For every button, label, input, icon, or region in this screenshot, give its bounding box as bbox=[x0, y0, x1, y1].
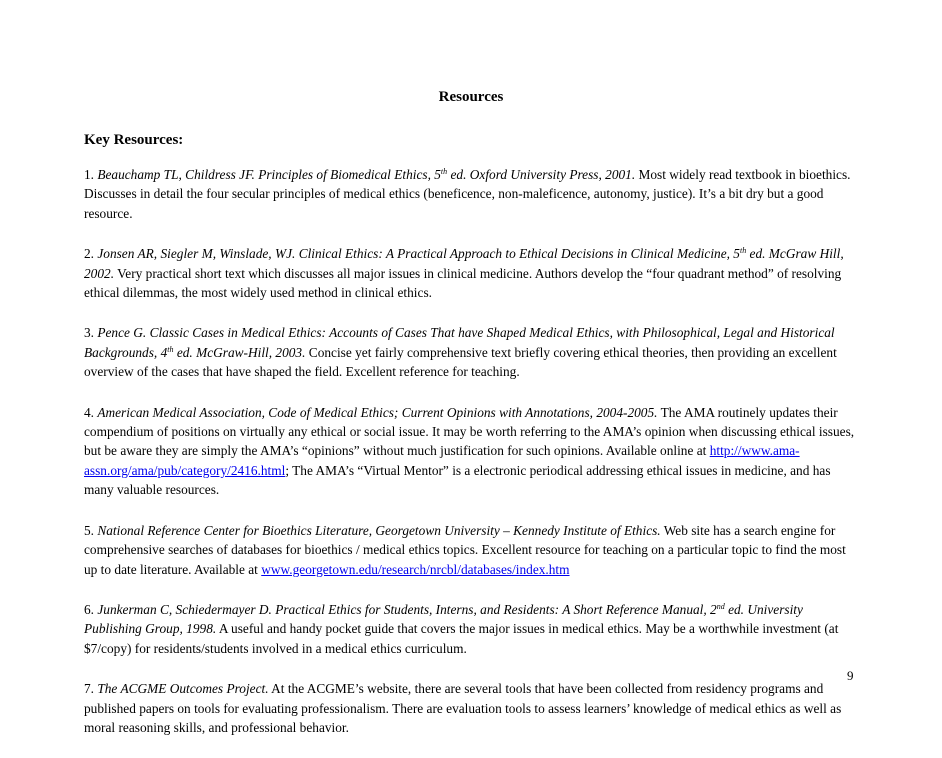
resource-item: 6. Junkerman C, Schiedermayer D. Practical Ethics for Students, Interns, and Residents: A Short Reference Manual, 2nd ed. University Publishing Group, 1998. A useful and handy pocket guide that covers the major issues in medical ethics. May be a worthwhile investment (at $7/copy) for residents/students involved in a medical ethics curriculum. bbox=[84, 601, 839, 656]
ama-ethics-link[interactable]: http://www.ama-assn.org/ama/pub/category/2416.html bbox=[84, 443, 800, 478]
resource-item: 3. Pence G. Classic Cases in Medical Ethics: Accounts of Cases That have Shaped Medical Ethics, with Philosophical, Legal and Historical Backgrounds, 4th ed. McGraw-Hill, 2003. Concise yet fairly comprehensive text briefly covering ethical theories, then providing an excellent overview of the cases that have shaped the field. Excellent reference for teaching. bbox=[84, 325, 837, 380]
page-number: 9 bbox=[847, 668, 854, 683]
page-title: Resources bbox=[438, 89, 504, 105]
section-heading: Key Resources: bbox=[84, 132, 184, 148]
resource-item: 7. The ACGME Outcomes Project. At the ACGME’s website, there are several tools that have been collected from residency programs and published papers on tools for evaluating professionalism. There are evaluation tools to assess learners’ knowledge of medical ethics as well as moral reasoning skills, and professional behavior. bbox=[84, 681, 842, 735]
resource-list bbox=[84, 165, 859, 758]
resource-item: 5. National Reference Center for Bioethics Literature, Georgetown University – Kennedy Institute of Ethics. Web site has a search engine for comprehensive searches of databases for bioethics / medical ethics topics. Excellent resource for teaching on a particular topic to find the most up to date literature. Available at www.georgetown.edu/research/nrcbl/databases/index.htm bbox=[84, 522, 846, 577]
georgetown-nrcbl-link[interactable]: www.georgetown.edu/research/nrcbl/databases/index.htm bbox=[261, 561, 570, 577]
resource-item: 4. American Medical Association, Code of Medical Ethics; Current Opinions with Annotations, 2004-2005. The AMA routinely updates their compendium of positions on virtually any ethical or social issue. It may be worth referring to the AMA’s opinion when discussing ethical issues, but be aware they are simply the AMA’s “opinions” without much justification for such opinions. Available online at http://www.ama-assn.org/ama/pub/category/2416.html; The AMA’s “Virtual Mentor” is a electronic periodical addressing ethical issues in medicine, and has many valuable resources. bbox=[84, 404, 855, 498]
resource-item: 2. Jonsen AR, Siegler M, Winslade, WJ. Clinical Ethics: A Practical Approach to Ethical Decisions in Clinical Medicine, 5th ed. McGraw Hill, 2002. Very practical short text which discusses all major issues in clinical medicine. Authors develop the “four quadrant method” of resolving ethical dilemmas, the most widely used method in clinical ethics. bbox=[84, 246, 844, 301]
resource-item: 1. Beauchamp TL, Childress JF. Principles of Biomedical Ethics, 5th ed. Oxford University Press, 2001. Most widely read textbook in bioethics. Discusses in detail the four secular principles of medical ethics (beneficence, non-maleficence, autonomy, justice). It’s a bit dry but a good resource. bbox=[84, 167, 851, 221]
